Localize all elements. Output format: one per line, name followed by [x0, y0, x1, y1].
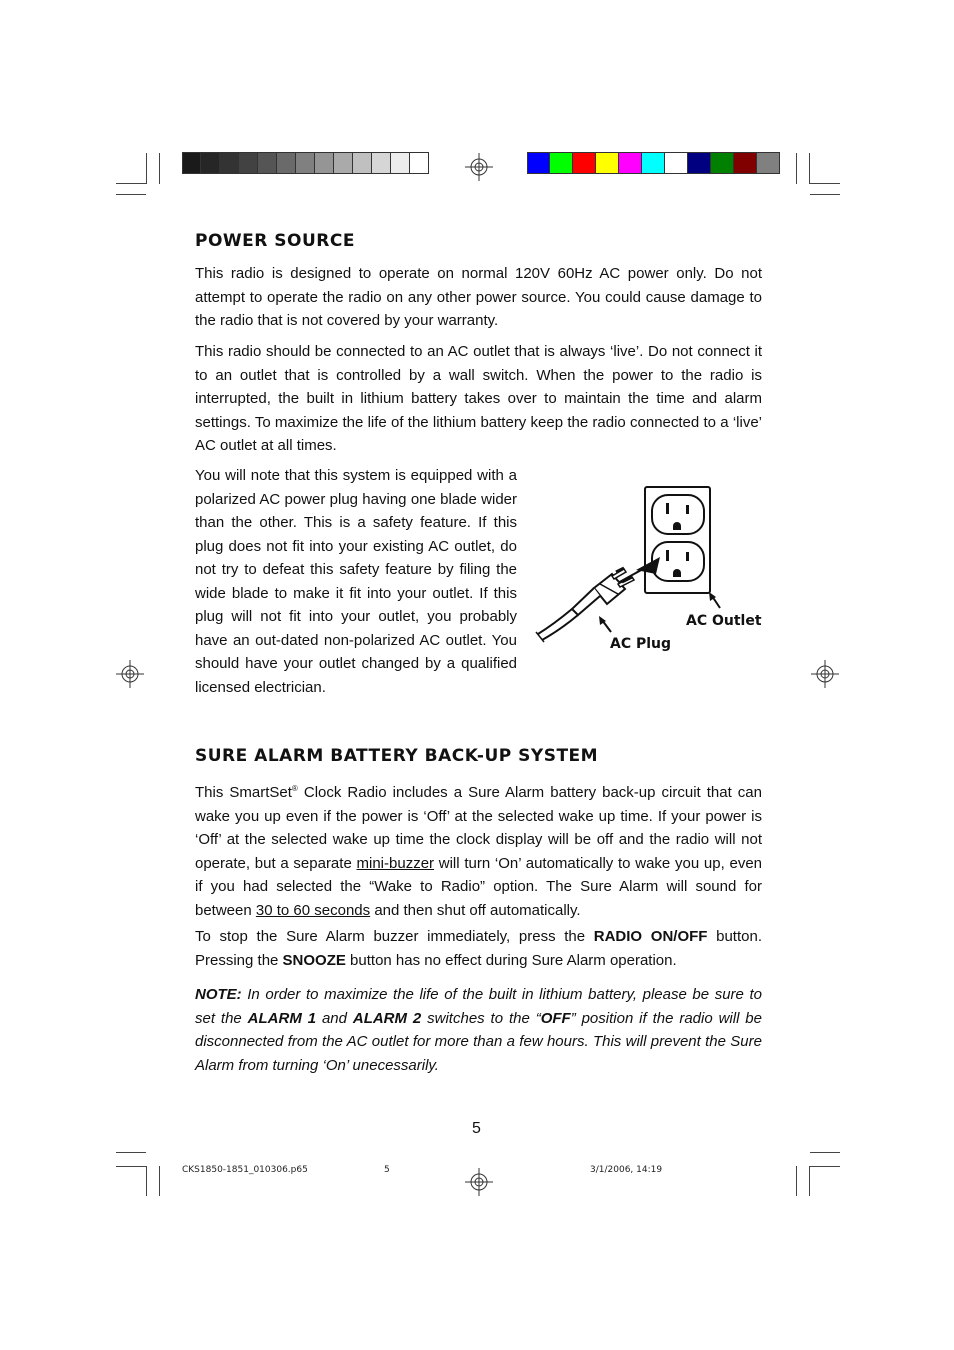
crop-mark: [809, 1166, 810, 1196]
text-run: ” position if the radio will be disconnected from the AC outlet for more than a few hours. This will prevent the Sure Alarm from turning ‘On’ unecessarily.: [195, 1009, 762, 1074]
crop-mark: [796, 1166, 797, 1196]
ac-plug-label: AC Plug: [610, 636, 672, 652]
text-run: In order to maximize the life of the built in lithium battery, please be sure to set the: [195, 986, 762, 1027]
registered-mark: ®: [291, 784, 298, 793]
footer-page: 5: [384, 1165, 390, 1175]
ac-outlet-icon: [645, 487, 710, 593]
underlined-term: 30 to 60 seconds: [255, 901, 371, 919]
button-name: SNOOZE: [282, 951, 346, 969]
crop-mark: [146, 1166, 147, 1196]
ac-outlet-plug-illustration: [532, 484, 764, 660]
crop-mark: [810, 194, 840, 195]
crop-mark: [809, 153, 810, 184]
swatch-frame: [527, 152, 780, 174]
crop-mark: [159, 153, 160, 184]
note-label: NOTE:: [195, 986, 242, 1003]
text-run: button. Pressing the: [195, 928, 762, 969]
crop-mark: [810, 183, 840, 184]
crop-mark: [116, 183, 146, 184]
registration-target-icon: [116, 660, 144, 688]
switch-name: ALARM 1: [247, 1009, 317, 1027]
paragraph: This radio is designed to operate on normal 120V 60Hz AC power only. Do not attempt to operate the radio on any other power source. You could cause damage to the radio that is not covered by your warranty.: [195, 265, 762, 329]
crop-mark: [810, 1166, 840, 1167]
switch-position: OFF: [540, 1009, 571, 1027]
registration-target-icon: [465, 153, 493, 181]
paragraph: [195, 925, 762, 972]
registration-target-icon: [465, 1168, 493, 1196]
text-run: and then shut off automatically.: [370, 901, 581, 919]
registration-target-icon: [811, 660, 839, 688]
crop-mark: [810, 1152, 840, 1153]
crop-mark: [116, 194, 146, 195]
underlined-term: mini-buzzer: [356, 854, 435, 872]
button-name: RADIO ON/OFF: [593, 928, 708, 945]
text-run: button has no effect during Sure Alarm operation.: [345, 951, 677, 969]
text-run: will turn ‘On’ automatically to wake you up, even if you had selected the “Wake to Radio” option. The Sure Alarm will sound for between: [195, 854, 762, 919]
crop-mark: [116, 1152, 146, 1153]
text-run: switches to the “: [421, 1009, 541, 1027]
text-run: and: [316, 1009, 353, 1027]
text-run: To stop the Sure Alarm buzzer immediately, press the: [195, 928, 594, 945]
ac-outlet-label: AC Outlet: [686, 613, 762, 629]
swatch-frame: [182, 152, 429, 174]
section-heading-sure-alarm: SURE ALARM BATTERY BACK-UP SYSTEM: [195, 746, 599, 766]
section-heading-power-source: POWER SOURCE: [195, 231, 355, 251]
crop-mark: [116, 1166, 146, 1167]
crop-mark: [146, 153, 147, 184]
text-run: This SmartSet: [195, 784, 292, 801]
footer-date: 3/1/2006, 14:19: [590, 1165, 663, 1175]
crop-mark: [796, 153, 797, 184]
switch-name: ALARM 2: [352, 1009, 422, 1027]
text-run: Clock Radio includes a Sure Alarm battery back-up circuit that can wake you up even if the power is ‘Off’ at the selected wake up time. If your power is ‘Off’ at the selected wake up time the clock display will be off and the radio will not operate, but a separate: [195, 784, 762, 872]
crop-mark: [159, 1166, 160, 1196]
footer-filename: CKS1850-1851_010306.p65: [182, 1165, 308, 1175]
paragraph: [195, 777, 762, 922]
paragraph: This radio should be connected to an AC outlet that is always ‘live’. Do not connect it to an outlet that is controlled by a wall switch. When the power to the radio is interrupted, the built in lithium battery takes over to maintain the time and alarm settings. To maximize the life of the lithium battery keep the radio connected to a ‘live’ AC outlet at all times.: [195, 343, 762, 454]
paragraph: You will note that this system is equipped with a polarized AC power plug having one blade wider than the other. This is a safety feature. If this plug does not fit into your existing AC outlet, do not try to defeat this safety feature by filing the wide blade to make it fit into your outlet. If this plug will not fit into your outlet, you probably have an out-dated non-polarized AC outlet. You should have your outlet changed by a qualified licensed electrician.: [195, 467, 517, 696]
note-paragraph: [195, 983, 762, 1077]
ac-plug-icon: [536, 568, 634, 642]
page-number: 5: [472, 1120, 481, 1137]
